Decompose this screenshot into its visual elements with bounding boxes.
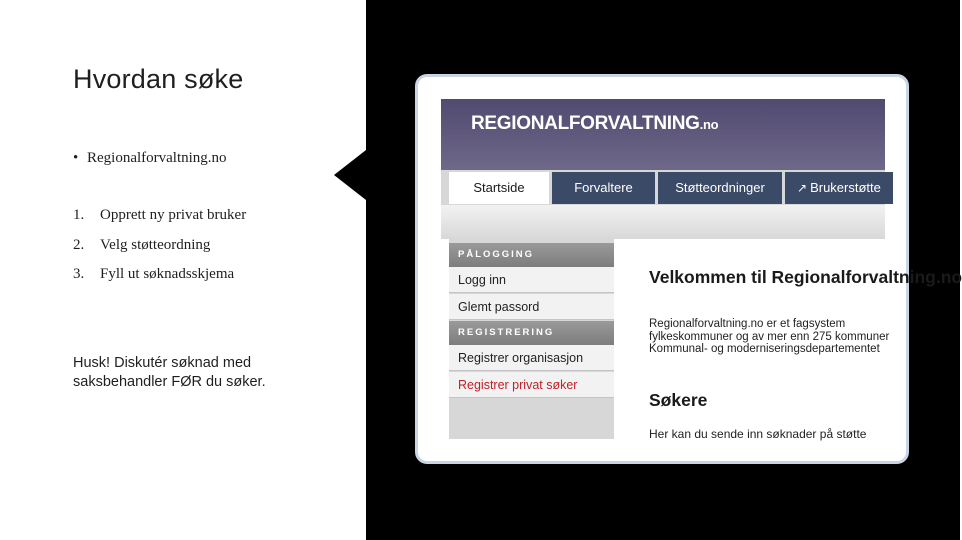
- reminder-line: Husk! Diskutér søknad med: [73, 355, 252, 371]
- site-header: [441, 99, 885, 170]
- tab-brukerstotte[interactable]: [785, 172, 893, 204]
- bullet-item: [73, 150, 227, 167]
- step-number: 2.: [73, 236, 85, 253]
- intro-line: Kommunal- og moderniseringsdepartementet: [649, 343, 880, 355]
- welcome-heading: Velkommen til Regionalforvaltning.no: [649, 267, 962, 287]
- logo-text: REGIONALFORVALTNING: [471, 113, 700, 134]
- reminder-line: saksbehandler FØR du søker.: [73, 374, 266, 390]
- register-organisation-link[interactable]: Registrer organisasjon: [449, 345, 614, 371]
- main-content: [649, 239, 962, 441]
- site-logo[interactable]: [471, 113, 718, 135]
- step-item: [73, 207, 246, 237]
- external-link-icon: ↗: [797, 181, 808, 195]
- login-link[interactable]: Logg inn: [449, 267, 614, 293]
- tab-stotteordninger[interactable]: Støtteordninger: [658, 172, 782, 204]
- applicants-text: Her kan du sende inn søknader på støtte: [649, 427, 867, 441]
- step-number: 1.: [73, 207, 85, 223]
- register-private-applicant-link[interactable]: Registrer privat søker: [449, 372, 614, 398]
- sub-bar: [441, 205, 885, 239]
- intro-text: [649, 318, 889, 356]
- slide-text-panel: [0, 0, 366, 540]
- nav-bar: [441, 170, 885, 205]
- intro-line: Regionalforvaltning.no er et fagsystem: [649, 318, 846, 330]
- tab-startside[interactable]: Startside: [449, 172, 549, 204]
- step-item: [73, 266, 246, 296]
- step-item: [73, 237, 246, 267]
- reminder-note: [73, 354, 266, 392]
- sidebar: [449, 239, 614, 439]
- slide-title: Hvordan søke: [73, 64, 244, 94]
- tab-forvaltere[interactable]: Forvaltere: [552, 172, 655, 204]
- step-text: Fyll ut søknadsskjema: [100, 266, 235, 282]
- intro-line: fylkeskommuner og av mer enn 275 kommuner: [649, 330, 890, 343]
- login-section-header: PÅLOGGING: [449, 243, 614, 267]
- step-number: 3.: [73, 266, 85, 282]
- forgot-password-link[interactable]: Glemt passord: [449, 294, 614, 320]
- steps-list: [73, 207, 246, 296]
- logo-tld: .no: [699, 117, 719, 132]
- pointer-arrow: [334, 150, 366, 200]
- step-text: Opprett ny privat bruker: [100, 207, 247, 223]
- bullet-text: Regionalforvaltning.no: [87, 150, 227, 166]
- applicants-heading: Søkere: [649, 390, 708, 410]
- website-screenshot: [441, 99, 962, 441]
- bullet-dot: •: [73, 150, 79, 166]
- tab-label: Brukerstøtte: [810, 180, 881, 195]
- registration-section-header: REGISTRERING: [449, 321, 614, 345]
- step-text: Velg støtteordning: [100, 236, 211, 253]
